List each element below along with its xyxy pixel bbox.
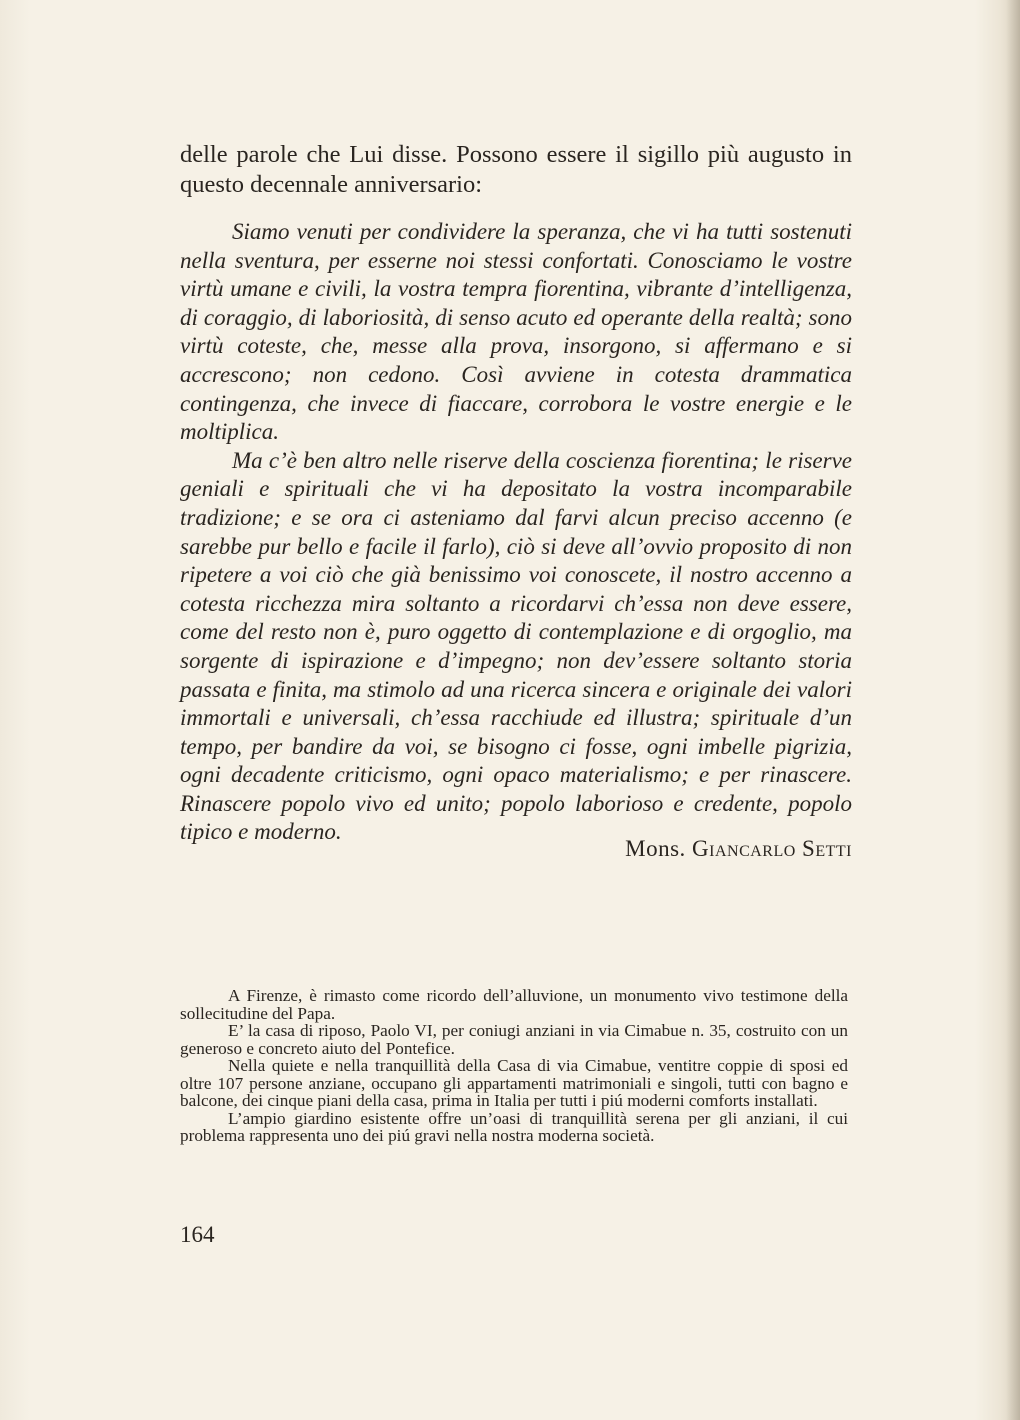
quote-paragraph: Siamo venuti per condividere la speranza, che vi ha tutti sostenuti nella sventura, per esserne noi stessi confortati. Conosciamo le vostre virtù umane e civili, la vostra tempra fiorentina, vibrante d’intelligenza, di coraggio, di laboriosità, di senso acuto ed operante della realtà; sono virtù coteste, che, messe alla prova, insorgono, si affermano e si accrescono; non cedono. Così avviene in cotesta drammatica contingenza, che invece di fiaccare, corrobora le vostre energie e le moltiplica. [180,219,852,445]
footnote-block [180,987,848,1145]
note-paragraph: L’ampio giardino esistente offre un’oasi di tranquillità serena per gli anziani, il cui problema rappresenta uno dei piú gravi nella nostra moderna società. [180,1108,848,1145]
signature-title: Mons. [625,836,686,861]
note-paragraph: A Firenze, è rimasto come ricordo dell’alluvione, un monumento vivo testimone della sollecitudine del Papa. [180,986,848,1023]
page-edge-shadow [1006,0,1020,1420]
signature-name: Giancarlo Setti [692,836,852,861]
quote-paragraph: Ma c’è ben altro nelle riserve della coscienza fiorentina; le riserve geniali e spirituali che vi ha depositato la vostra incomparabile tradizione; e se ora ci asteniamo dal farvi alcun preciso accenno (e sarebbe pur bello e facile il farlo), ciò si deve all’ovvio proposito di non ripetere a voi ciò che già benissimo voi conoscete, il nostro accenno a cotesta ricchezza mira soltanto a ricordarvi ch’essa non deve essere, come del resto non è, puro oggetto di contemplazione e di orgoglio, ma sorgente di ispirazione e d’impegno; non dev’essere soltanto storia passata e finita, ma stimolo ad una ricerca sincera e originale dei valori immortali e universali, ch’essa racchiude ed illustra; spirituale d’un tempo, per bandire da voi, se bisogno ci fosse, ogni imbelle pigrizia, ogni decadente criticismo, ogni opaco materialismo; e per rinascere. Rinascere popolo vivo ed unito; popolo laborioso e credente, popolo tipico e moderno. [180,447,852,845]
note-paragraph: E’ la casa di riposo, Paolo VI, per coniugi anziani in via Cimabue n. 35, costruito con un generoso e concreto aiuto del Pontefice. [180,1021,848,1058]
intro-line: delle parole che Lui disse. Possono essere il sigillo più augusto in [180,141,852,168]
signature [548,836,852,862]
note-paragraph: Nella quiete e nella tranquillità della Casa di via Cimabue, ventitre coppie di sposi ed oltre 107 persone anziane, occupano gli appartamenti matrimoniali e singoli, tutti con bagno e balcone, dei cinque piani della casa, prima in Italia per tutti i piú moderni comforts installati. [180,1056,848,1110]
page-number: 164 [180,1222,215,1247]
papal-quote [180,218,852,847]
intro-line: questo decennale anniversario: [180,171,483,198]
intro-text [180,140,852,200]
